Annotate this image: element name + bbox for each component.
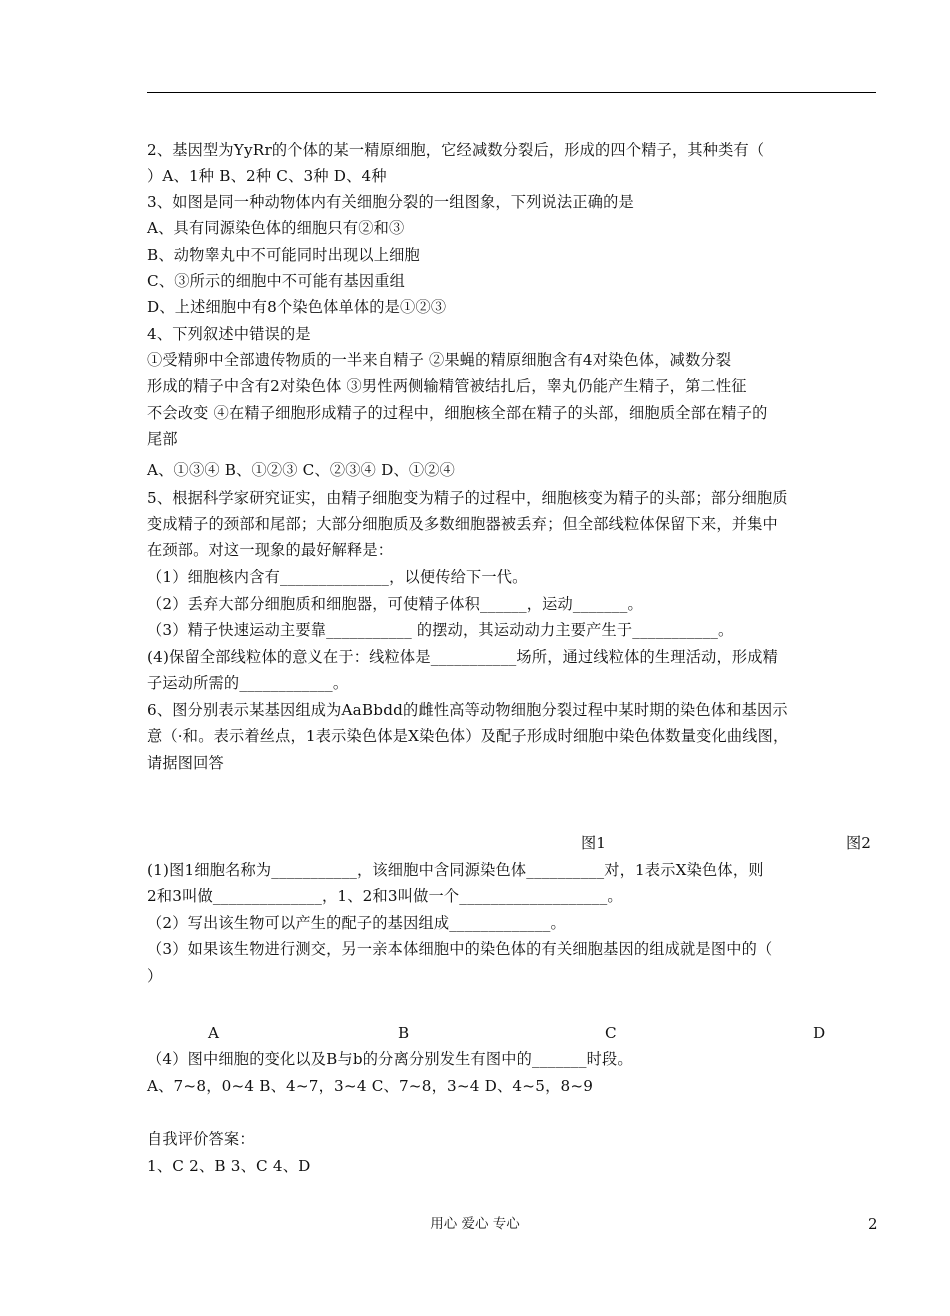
q3-stem: 3、如图是同一种动物体内有关细胞分裂的一组图象，下列说法正确的是 <box>147 193 634 211</box>
q6-sub-3b: ） <box>147 967 163 985</box>
q4-line-3: 不会改变 ④在精子细胞形成精子的过程中，细胞核全部在精子的头部，细胞质全部在精子的 <box>147 404 768 422</box>
figure-2-label: 图2 <box>846 834 871 852</box>
choice-label-a: A <box>208 1024 219 1042</box>
q6-sub-4-options: A、7~8，0~4 B、4~7，3~4 C、7~8，3~4 D、4~5，8~9 <box>147 1077 594 1095</box>
q6-sub-1b: 2和3叫做______________，1、2和3叫做一个___________________。 <box>147 887 623 905</box>
q5-sub-3: （3）精子快速运动主要靠___________ 的摆动，其运动动力主要产生于___________。 <box>147 621 734 639</box>
q5-sub-2: （2）丢弃大部分细胞质和细胞器，可使精子体积______，运动_______。 <box>147 595 643 613</box>
q6-line-3: 请据图回答 <box>147 754 224 772</box>
answers-list: 1、C 2、B 3、C 4、D <box>147 1157 311 1175</box>
q6-sub-4: （4）图中细胞的变化以及B与b的分离分别发生有图中的_______时段。 <box>147 1050 633 1068</box>
q3-option-a: A、具有同源染色体的细胞只有②和③ <box>147 219 405 237</box>
choice-label-c: C <box>605 1024 617 1042</box>
q5-line-1: 5、根据科学家研究证实，由精子细胞变为精子的过程中，细胞核变为精子的头部；部分细胞质 <box>147 489 788 507</box>
q6-sub-2: （2）写出该生物可以产生的配子的基因组成_____________。 <box>147 914 566 932</box>
q5-line-2: 变成精子的颈部和尾部；大部分细胞质及多数细胞器被丢弃；但全部线粒体保留下来，并集中 <box>147 515 778 533</box>
q2-line-1: 2、基因型为YyRr的个体的某一精原细胞，它经减数分裂后，形成的四个精子，其种类有（ <box>147 141 765 159</box>
q2-line-2: ）A、1种 B、2种 C、3种 D、4种 <box>147 167 387 185</box>
q6-line-1: 6、图分别表示某基因组成为AaBbdd的雌性高等动物细胞分裂过程中某时期的染色体和基因示 <box>147 701 788 719</box>
q3-option-b: B、动物睾丸中不可能同时出现以上细胞 <box>147 246 420 264</box>
figure-1-label: 图1 <box>581 834 606 852</box>
q4-line-1: ①受精卵中全部遗传物质的一半来自精子 ②果蝇的精原细胞含有4对染色体，减数分裂 <box>147 351 732 369</box>
q5-sub-4a: (4)保留全部线粒体的意义在于：线粒体是___________场所，通过线粒体的生理活动，形成精 <box>147 648 779 666</box>
choice-label-d: D <box>813 1024 826 1042</box>
q3-option-d: D、上述细胞中有8个染色体单体的是①②③ <box>147 298 447 316</box>
header-rule <box>147 92 876 93</box>
q4-line-4: 尾部 <box>147 430 178 448</box>
q3-option-c: C、③所示的细胞中不可能有基因重组 <box>147 272 406 290</box>
choice-label-b: B <box>398 1024 410 1042</box>
page-number: 2 <box>868 1215 878 1233</box>
answers-title: 自我评价答案： <box>147 1130 255 1148</box>
q4-stem: 4、下列叙述中错误的是 <box>147 325 311 343</box>
footer-motto: 用心 爱心 专心 <box>430 1216 520 1232</box>
q6-sub-1a: (1)图1细胞名称为___________，该细胞中含同源染色体__________对，1表示X染色体，则 <box>147 861 764 879</box>
q5-sub-1: （1）细胞核内含有______________，以便传给下一代。 <box>147 568 528 586</box>
q6-line-2: 意（·和。表示着丝点，1表示染色体是X染色体）及配子形成时细胞中染色体数量变化曲线图， <box>147 727 789 745</box>
q4-options: A、①③④ B、①②③ C、②③④ D、①②④ <box>147 461 456 479</box>
q5-line-3: 在颈部。对这一现象的最好解释是： <box>147 541 394 559</box>
q5-sub-4b: 子运动所需的____________。 <box>147 674 349 692</box>
q4-line-2: 形成的精子中含有2对染色体 ③男性两侧输精管被结扎后，睾丸仍能产生精子，第二性征 <box>147 377 747 395</box>
q6-sub-3a: （3）如果该生物进行测交，另一亲本体细胞中的染色体的有关细胞基因的组成就是图中的（ <box>147 940 773 958</box>
